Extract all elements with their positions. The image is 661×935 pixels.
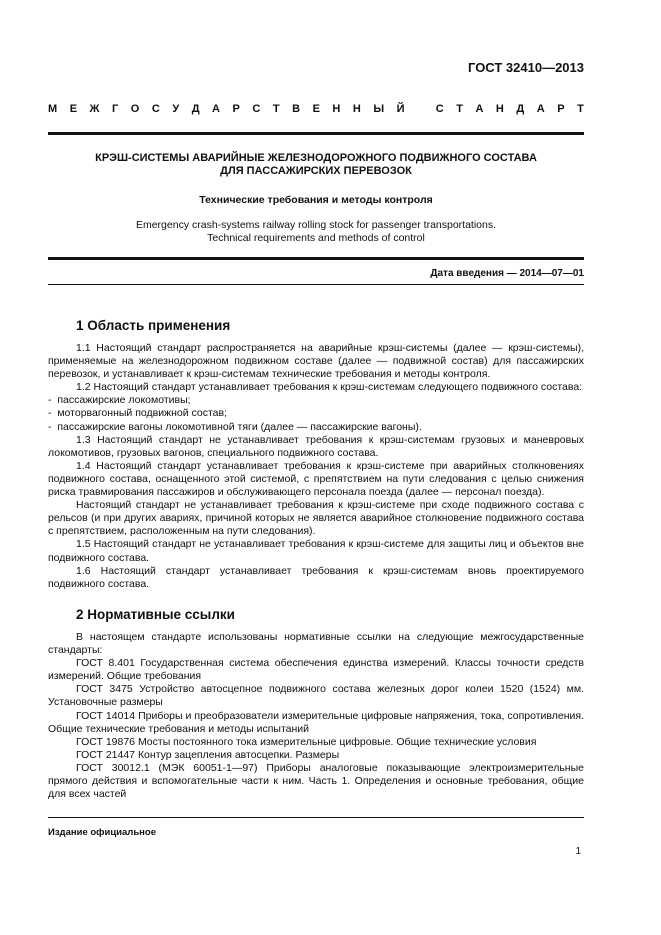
title-line: ДЛЯ ПАССАЖИРСКИХ ПЕРЕВОЗОК [220,165,412,177]
standard-type-letter: В [292,103,301,115]
standard-type-letter: Н [352,103,361,115]
standard-type-spaced [48,103,584,115]
title-line: КРЭШ-СИСТЕМЫ АВАРИЙНЫЕ ЖЕЛЕЗНОДОРОЖНОГО ПОДВИЖНОГО СОСТАВА [95,152,537,164]
paragraph: ГОСТ 14014 Приборы и преобразователи измерительные цифровые напряжения, тока, сопротивления. Общие технические требования и методы испытаний [48,709,584,735]
english-title-line: Emergency crash-systems railway rolling stock for passenger transportations. [135,219,497,231]
standard-type-letter: Д [191,103,200,115]
page-number: 1 [575,846,581,857]
list-item: - пассажирские локомотивы; [48,394,191,407]
standard-type-letter: С [252,103,261,115]
standard-type-letter: Ж [89,103,100,115]
paragraph: ГОСТ 21447 Контур зацепления автосцепки. Размеры [76,748,340,761]
standard-type-letter: Е [69,103,78,115]
standard-type-letter: Е [312,103,320,115]
standard-type-letter [417,103,423,115]
paragraph: 1.4 Настоящий стандарт устанавливает требования к крэш-системе при аварийных столкновениях подвижного состава, оснащенного этой системой, с препятствием на пути следования с целью снижения риска травмирования пассажиров и обслуживающего персонала поезда (далее — персонал поезда). [48,459,584,499]
standard-type-letter: А [475,103,484,115]
section-heading: 2 Нормативные ссылки [76,607,235,622]
section-body-references [48,631,584,801]
document-subtitle: Технические требования и методы контроля [199,194,433,206]
header-rule [48,132,584,135]
standard-type-letter: О [130,103,140,115]
standard-type-letter: Н [332,103,341,115]
standard-type-letter: Н [495,103,504,115]
standard-type-letter: Р [557,103,565,115]
paragraph: 1.2 Настоящий стандарт устанавливает требования к крэш-системам следующего подвижного состава: [76,381,583,394]
paragraph: 1.5 Настоящий стандарт не устанавливает требования к крэш-системе для защиты лиц и объектов вне подвижного состава. [48,538,584,564]
section-heading: 1 Область применения [76,318,231,333]
edition-note: Издание официальное [48,827,156,838]
standard-type-letter: Р [232,103,240,115]
paragraph: 1.6 Настоящий стандарт устанавливает требования к крэш-системам вновь проектируемого подвижного состава. [48,564,584,590]
paragraph: Настоящий стандарт не устанавливает требования к крэш-системе при сходе подвижного состава с рельсов (и при других авариях, причиной которых не является аварийное столкновение подвижного состава с препятствием, расположенным на пути следования). [48,499,584,538]
standard-type-letter: У [172,103,180,115]
title-rule [48,257,584,260]
standard-type-letter: С [151,103,160,115]
paragraph: ГОСТ 3475 Устройство автосцепное подвижного состава железных дорог колеи 1520 (1524) мм. Установочные размеры [48,683,584,709]
gost-code: ГОСТ 32410—2013 [468,60,584,75]
paragraph: 1.3 Настоящий стандарт не устанавливает требования к крэш-системам грузовых и маневровых локомотивов, грузовых вагонов, специального подвижного состава. [48,433,584,459]
paragraph: В настоящем стандарте использованы нормативные ссылки на следующие межгосударственные стандарты: [48,631,584,657]
date-rule [48,284,584,285]
intro-date: Дата введения — 2014—07—01 [430,268,584,279]
standard-type-letter: Т [577,103,584,115]
standard-type-letter: Т [456,103,463,115]
english-title [48,219,584,245]
paragraph: ГОСТ 8.401 Государственная система обеспечения единства измерений. Классы точности средств измерений. Общие требования [48,657,584,683]
footer-rule [48,817,584,818]
standard-type-letter: Й [396,103,405,115]
standard-type-letter: Д [516,103,525,115]
list-item: - пассажирские вагоны локомотивной тяги (далее — пассажирские вагоны). [48,420,422,433]
paragraph: 1.1 Настоящий стандарт распространяется на аварийные крэш-системы (далее — крэш-системы), применяемые на железнодорожном подвижном составе (далее — подвижной состав) для пассажирских перевозок, и устанавливает к крэш-системам технические требования и методы контроля. [48,342,584,381]
standard-type-letter: С [435,103,444,115]
document-title [48,152,584,178]
standard-type-letter: Ы [373,103,385,115]
standard-type-letter: Т [272,103,280,115]
list-item: - моторвагонный подвижной состав; [48,407,227,420]
paragraph: ГОСТ 19876 Мосты постоянного тока измерительные цифровые. Общие технические условия [76,735,537,748]
standard-type-letter: Г [112,103,119,115]
standard-type-letter: А [536,103,545,115]
section-body-scope [48,342,584,591]
english-title-line: Technical requirements and methods of control [207,232,425,244]
paragraph: ГОСТ 30012.1 (МЭК 60051-1—97) Приборы аналоговые показывающие электроизмерительные прямого действия и вспомогательные части к ним. Часть 1. Определения и основные требования, общие для всех частей [48,761,584,801]
standard-type-letter: А [212,103,220,115]
standard-type-letter: М [48,103,58,115]
